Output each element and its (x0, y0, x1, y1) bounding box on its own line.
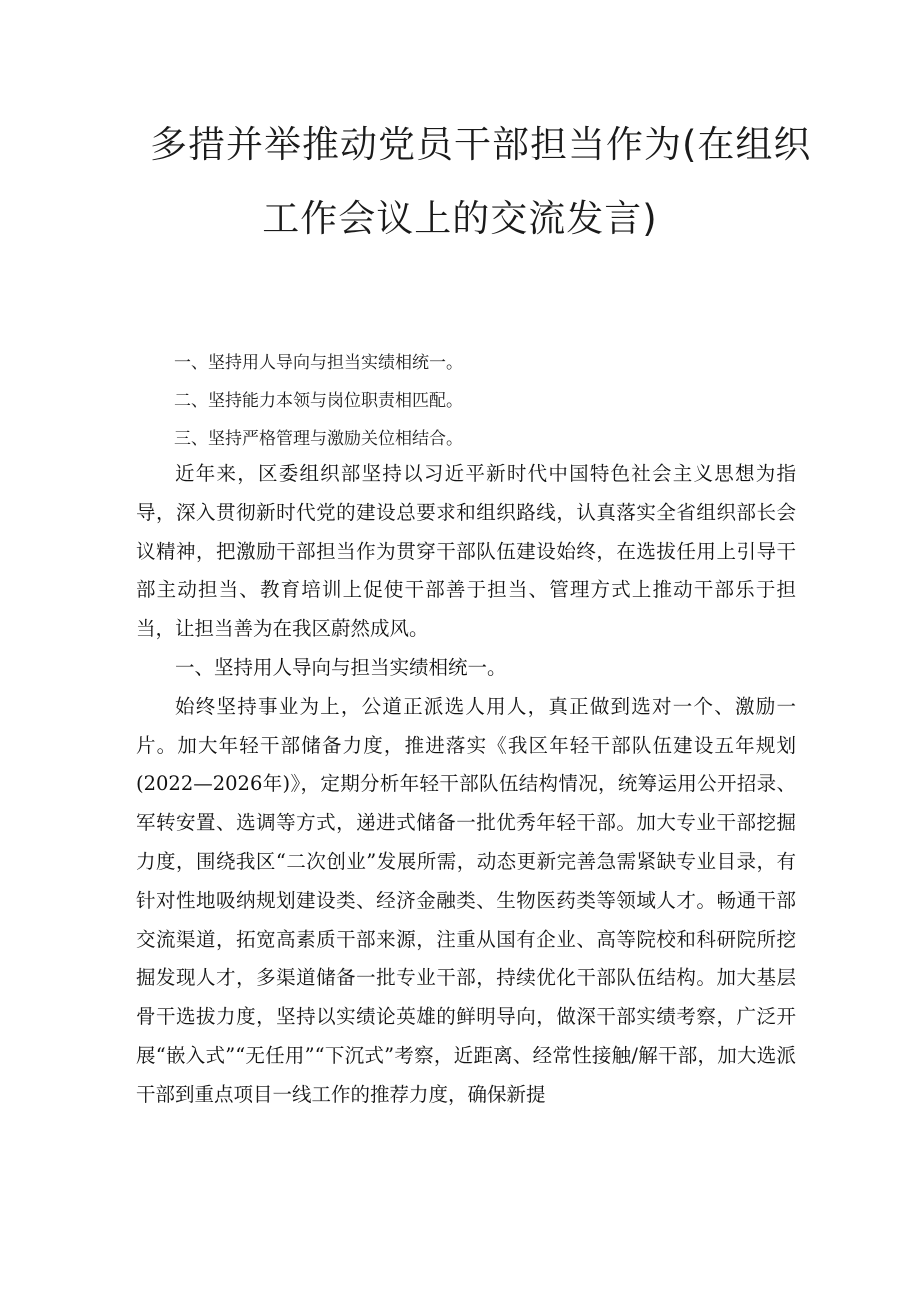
outline-item-3: 三、坚持严格管理与激励关位相结合。 (174, 429, 463, 449)
outline-list (174, 344, 794, 458)
document-title (150, 108, 812, 256)
outline-item-1: 一、坚持用人导向与担当实绩相统一。 (174, 353, 463, 373)
outline-item-2: 二、坚持能力本领与岗位职责相匹配。 (174, 391, 463, 411)
paragraph-intro: 近年来，区委组织部坚持以习近平新时代中国特色社会主义思想为指导，深入贯彻新时代党的建设总要求和组织路线，认真落实全省组织部长会议精神，把激励干部担当作为贯穿干部队伍建设始终，在选拔任用上引导干部主动担当、教育培训上促使干部善于担当、管理方式上推动干部乐于担当，让担当善为在我区蔚然成风。 (136, 462, 796, 641)
title-line-2: 工作会议上的交流发言) (262, 197, 658, 240)
title-line-1: 多措并举推动党员干部担当作为(在组织 (150, 123, 812, 166)
section-heading-1: 一、坚持用人导向与担当实绩相统一。 (175, 655, 507, 679)
body-text (136, 455, 796, 1115)
paragraph-section-1: 始终坚持事业为上，公道正派选人用人，真正做到选对一个、激励一片。加大年轻干部储备力度，推进落实《我区年轻干部队伍建设五年规划(2022—2026年)》，定期分析年轻干部队伍结构情况，统筹运用公开招录、军转安置、选调等方式，递进式储备一批优秀年轻干部。加大专业干部挖掘力度，围绕我区“二次创业”发展所需，动态更新完善急需紧缺专业目录，有针对性地吸纳规划建设类、经济金融类、生物医药类等领域人才。畅通干部交流渠道，拓宽高素质干部来源，注重从国有企业、高等院校和科研院所挖掘发现人才，多渠道储备一批专业干部，持续优化干部队伍结构。加大基层骨干选拔力度，坚持以实绩论英雄的鲜明导向，做深干部实绩考察，广泛开展“嵌入式”“无任用”“下沉式”考察，近距离、经常性接触/解干部，加大选派干部到重点项目一线工作的推荐力度，确保新提 (136, 694, 796, 1106)
